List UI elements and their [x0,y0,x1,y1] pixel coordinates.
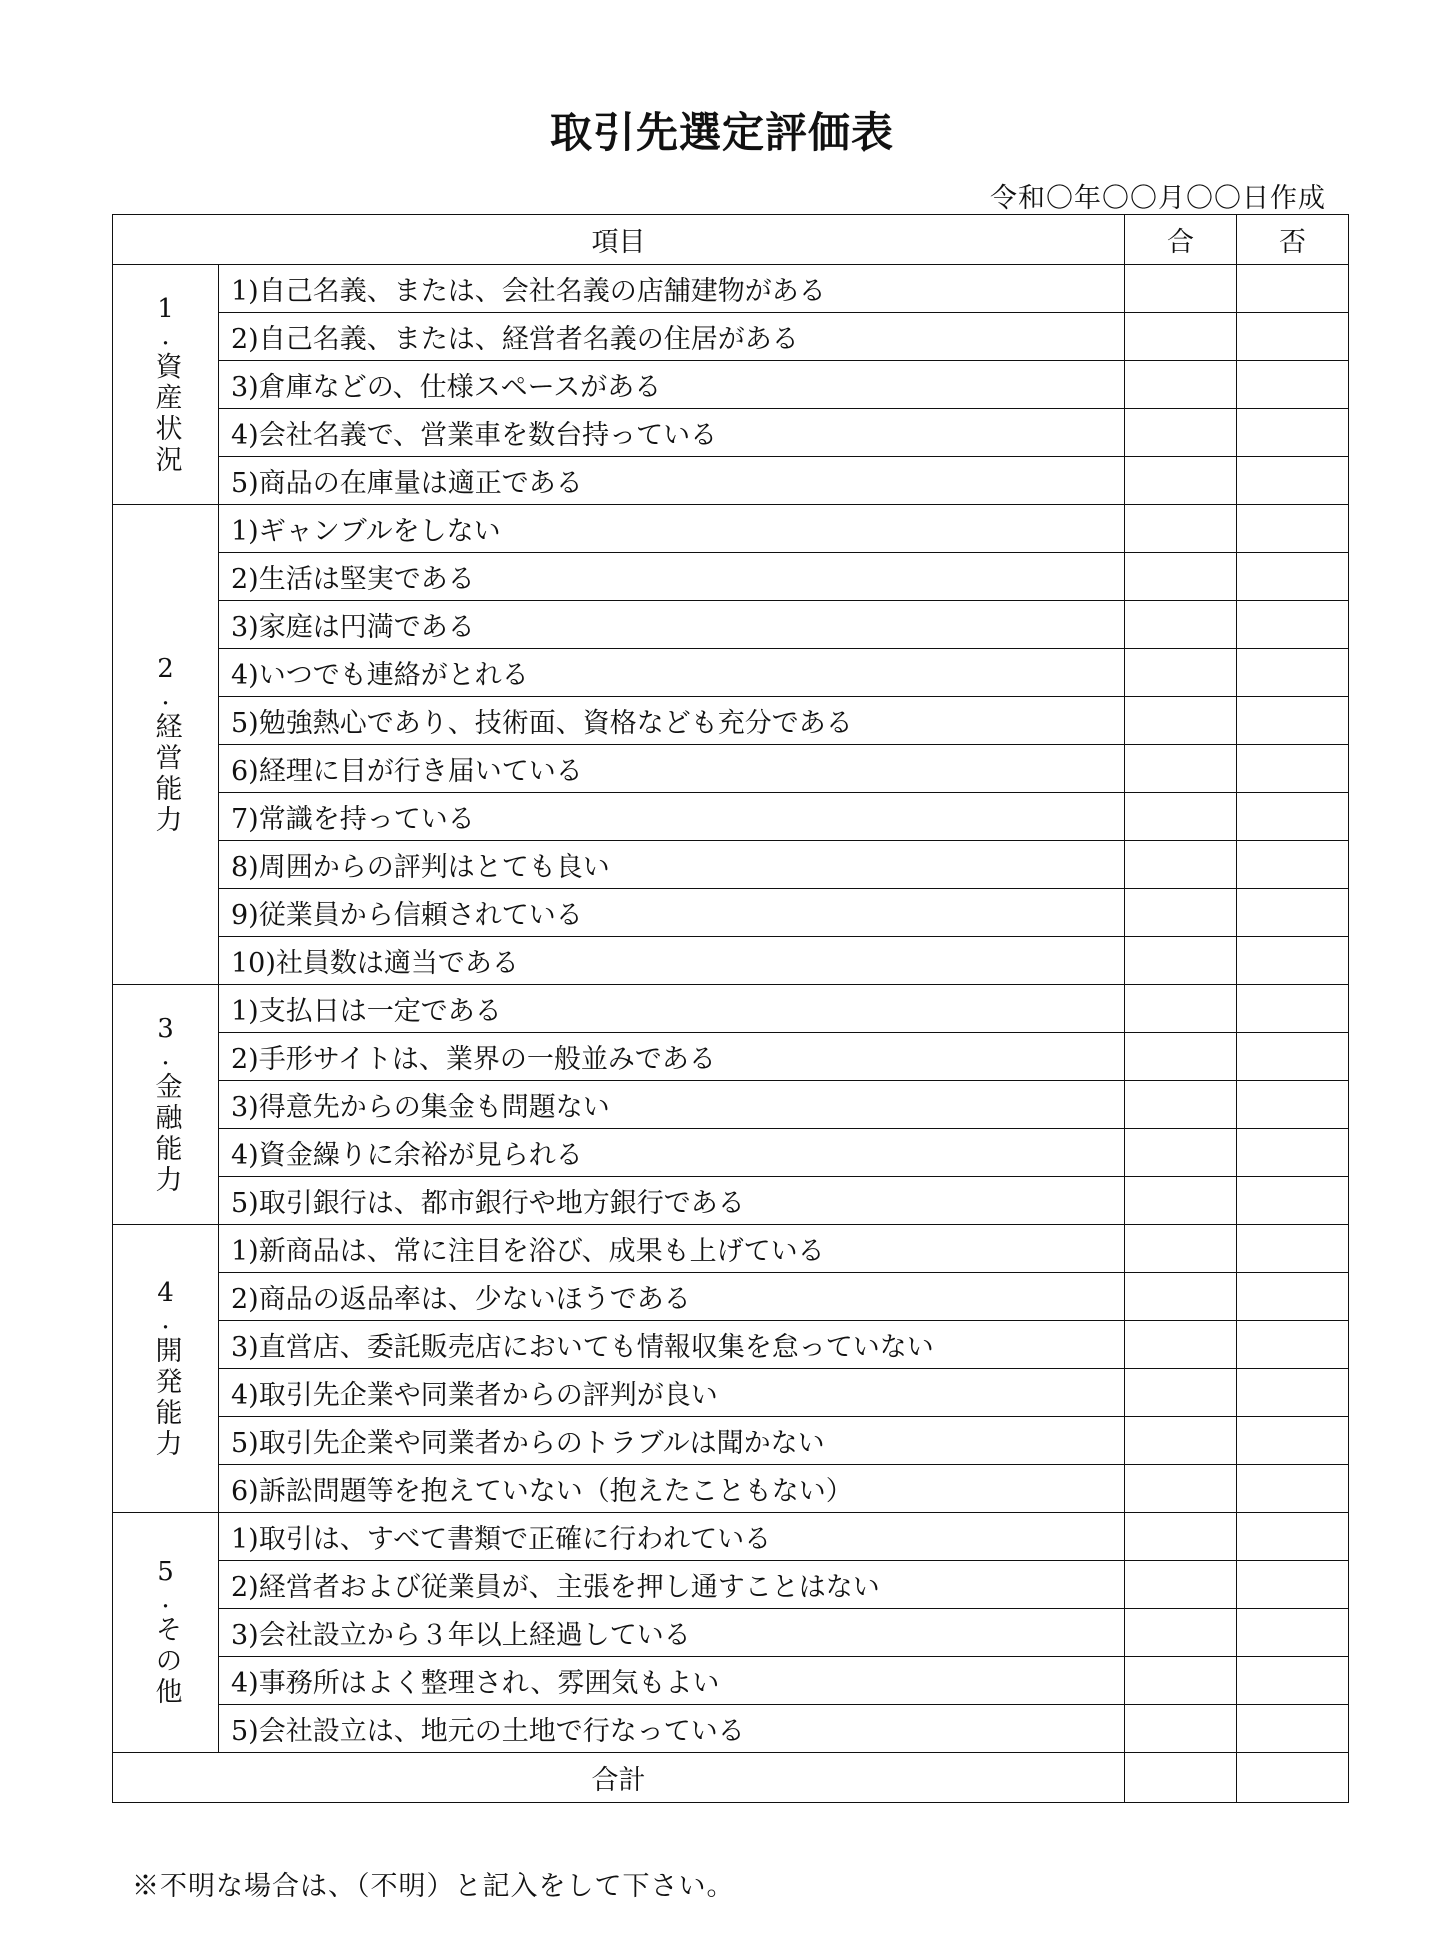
fail-cell[interactable] [1237,985,1349,1033]
table-row [113,1705,1349,1753]
header-fail: 否 [1237,215,1349,265]
table-row [113,985,1349,1033]
table-row [113,553,1349,601]
category-name: 資産状況 [150,351,182,476]
table-row [113,601,1349,649]
criterion-text: 1)支払日は一定である [219,985,1125,1033]
criterion-text: 6)訴訟問題等を抱えていない（抱えたこともない） [219,1465,1125,1513]
table-row [113,457,1349,505]
fail-cell[interactable] [1237,793,1349,841]
fail-cell[interactable] [1237,1369,1349,1417]
fail-cell[interactable] [1237,1177,1349,1225]
criterion-text: 1)新商品は、常に注目を浴び、成果も上げている [219,1225,1125,1273]
criterion-text: 4)会社名義で、営業車を数台持っている [219,409,1125,457]
page-title: 取引先選定評価表 [549,108,894,157]
category-name: 開発能力 [150,1335,182,1460]
table-row [113,697,1349,745]
table-row [113,1081,1349,1129]
fail-cell[interactable] [1237,1321,1349,1369]
category-cell [113,1513,219,1753]
pass-cell[interactable] [1125,1369,1237,1417]
fail-cell[interactable] [1237,745,1349,793]
criterion-text: 7)常識を持っている [219,793,1125,841]
category-number: 5 [157,1557,174,1587]
category-name: 経営能力 [150,711,182,836]
table-row [113,409,1349,457]
criterion-text: 5)商品の在庫量は適正である [219,457,1125,505]
total-fail-cell[interactable] [1237,1753,1349,1803]
criterion-text: 6)経理に目が行き届いている [219,745,1125,793]
footnote: ※不明な場合は、（不明）と記入をして下さい。 [132,1871,735,1902]
criterion-text: 5)勉強熱心であり、技術面、資格なども充分である [219,697,1125,745]
category-dot: . [161,1584,170,1614]
table-row [113,649,1349,697]
table-row [113,745,1349,793]
category-number: 2 [157,653,174,684]
table-row [113,361,1349,409]
fail-cell[interactable] [1237,265,1349,313]
fail-cell[interactable] [1237,553,1349,601]
pass-cell[interactable] [1125,1321,1237,1369]
pass-cell[interactable] [1125,1417,1237,1465]
fail-cell[interactable] [1237,1081,1349,1129]
pass-cell[interactable] [1125,1225,1237,1273]
pass-cell[interactable] [1125,1081,1237,1129]
criterion-text: 3)倉庫などの、仕様スペースがある [219,361,1125,409]
fail-cell[interactable] [1237,457,1349,505]
criterion-text: 5)取引先企業や同業者からのトラブルは聞かない [219,1417,1125,1465]
category-cell [113,265,219,505]
fail-cell[interactable] [1237,313,1349,361]
criterion-text: 1)取引は、すべて書類で正確に行われている [219,1513,1125,1561]
category-dot: . [161,1040,170,1071]
category-number: 4 [157,1277,174,1308]
pass-cell[interactable] [1125,889,1237,937]
fail-cell[interactable] [1237,937,1349,985]
table-row [113,1129,1349,1177]
pass-cell[interactable] [1125,1465,1237,1513]
table-row [113,1465,1349,1513]
table-row [113,1033,1349,1081]
fail-cell[interactable] [1237,409,1349,457]
criterion-text: 2)商品の返品率は、少ないほうである [219,1273,1125,1321]
table-row [113,313,1349,361]
header-item: 項目 [113,215,1125,265]
header-row [113,215,1349,265]
pass-cell[interactable] [1125,1129,1237,1177]
category-number: 3 [157,1013,174,1044]
criterion-text: 3)得意先からの集金も問題ない [219,1081,1125,1129]
fail-cell[interactable] [1237,1273,1349,1321]
table-row [113,505,1349,553]
pass-cell[interactable] [1125,985,1237,1033]
fail-cell[interactable] [1237,1465,1349,1513]
table-row [113,1513,1349,1561]
table-row [113,1225,1349,1273]
criterion-text: 10)社員数は適当である [219,937,1125,985]
criterion-text: 1)ギャンブルをしない [219,505,1125,553]
pass-cell[interactable] [1125,409,1237,457]
criterion-text: 4)資金繰りに余裕が見られる [219,1129,1125,1177]
category-cell [113,505,219,985]
category-name: 金融能力 [150,1071,182,1196]
pass-cell[interactable] [1125,553,1237,601]
table-row [113,937,1349,985]
fail-cell[interactable] [1237,1609,1349,1657]
pass-cell[interactable] [1125,457,1237,505]
criterion-text: 3)会社設立から３年以上経過している [219,1609,1125,1657]
criterion-text: 3)家庭は円満である [219,601,1125,649]
category-number: 1 [157,293,174,324]
pass-cell[interactable] [1125,1513,1237,1561]
pass-cell[interactable] [1125,265,1237,313]
pass-cell[interactable] [1125,1273,1237,1321]
fail-cell[interactable] [1237,1561,1349,1609]
criterion-text: 5)会社設立は、地元の土地で行なっている [219,1705,1125,1753]
pass-cell[interactable] [1125,793,1237,841]
category-dot: . [161,1304,170,1335]
category-dot: . [161,320,170,351]
criterion-text: 4)事務所はよく整理され、雰囲気もよい [219,1657,1125,1705]
criterion-text: 9)従業員から信頼されている [219,889,1125,937]
criterion-text: 5)取引銀行は、都市銀行や地方銀行である [219,1177,1125,1225]
pass-cell[interactable] [1125,1177,1237,1225]
table-row [113,1657,1349,1705]
fail-cell[interactable] [1237,1225,1349,1273]
criterion-text: 2)経営者および従業員が、主張を押し通すことはない [219,1561,1125,1609]
fail-cell[interactable] [1237,601,1349,649]
criterion-text: 2)手形サイトは、業界の一般並みである [219,1033,1125,1081]
criterion-text: 4)取引先企業や同業者からの評判が良い [219,1369,1125,1417]
table-row [113,793,1349,841]
fail-cell[interactable] [1237,1417,1349,1465]
pass-cell[interactable] [1125,601,1237,649]
pass-cell[interactable] [1125,1609,1237,1657]
category-name: その他 [150,1615,182,1708]
pass-cell[interactable] [1125,1657,1237,1705]
fail-cell[interactable] [1237,649,1349,697]
table-row [113,889,1349,937]
category-dot: . [161,680,170,711]
table-row [113,1273,1349,1321]
pass-cell[interactable] [1125,745,1237,793]
fail-cell[interactable] [1237,1513,1349,1561]
table-row [113,265,1349,313]
pass-cell[interactable] [1125,937,1237,985]
pass-cell[interactable] [1125,841,1237,889]
total-label: 合計 [113,1753,1125,1803]
pass-cell[interactable] [1125,649,1237,697]
criterion-text: 3)直営店、委託販売店においても情報収集を怠っていない [219,1321,1125,1369]
evaluation-table [112,214,1349,1803]
criterion-text: 2)自己名義、または、経営者名義の住居がある [219,313,1125,361]
criterion-text: 4)いつでも連絡がとれる [219,649,1125,697]
fail-cell[interactable] [1237,1033,1349,1081]
table-row [113,841,1349,889]
table-row [113,1417,1349,1465]
pass-cell[interactable] [1125,1033,1237,1081]
pass-cell[interactable] [1125,1705,1237,1753]
fail-cell[interactable] [1237,505,1349,553]
pass-cell[interactable] [1125,361,1237,409]
category-cell [113,1225,219,1513]
header-pass: 合 [1125,215,1237,265]
fail-cell[interactable] [1237,1705,1349,1753]
total-pass-cell[interactable] [1125,1753,1237,1803]
total-row [113,1753,1349,1803]
table-row [113,1369,1349,1417]
criterion-text: 8)周囲からの評判はとても良い [219,841,1125,889]
pass-cell[interactable] [1125,697,1237,745]
pass-cell[interactable] [1125,505,1237,553]
criterion-text: 2)生活は堅実である [219,553,1125,601]
table-row [113,1177,1349,1225]
fail-cell[interactable] [1237,1129,1349,1177]
fail-cell[interactable] [1237,889,1349,937]
fail-cell[interactable] [1237,361,1349,409]
creation-date: 令和〇年〇〇月〇〇日作成 [990,183,1326,214]
category-cell [113,985,219,1225]
table-row [113,1561,1349,1609]
table-row [113,1321,1349,1369]
fail-cell[interactable] [1237,1657,1349,1705]
fail-cell[interactable] [1237,697,1349,745]
criterion-text: 1)自己名義、または、会社名義の店舗建物がある [219,265,1125,313]
fail-cell[interactable] [1237,841,1349,889]
table-row [113,1609,1349,1657]
pass-cell[interactable] [1125,1561,1237,1609]
pass-cell[interactable] [1125,313,1237,361]
